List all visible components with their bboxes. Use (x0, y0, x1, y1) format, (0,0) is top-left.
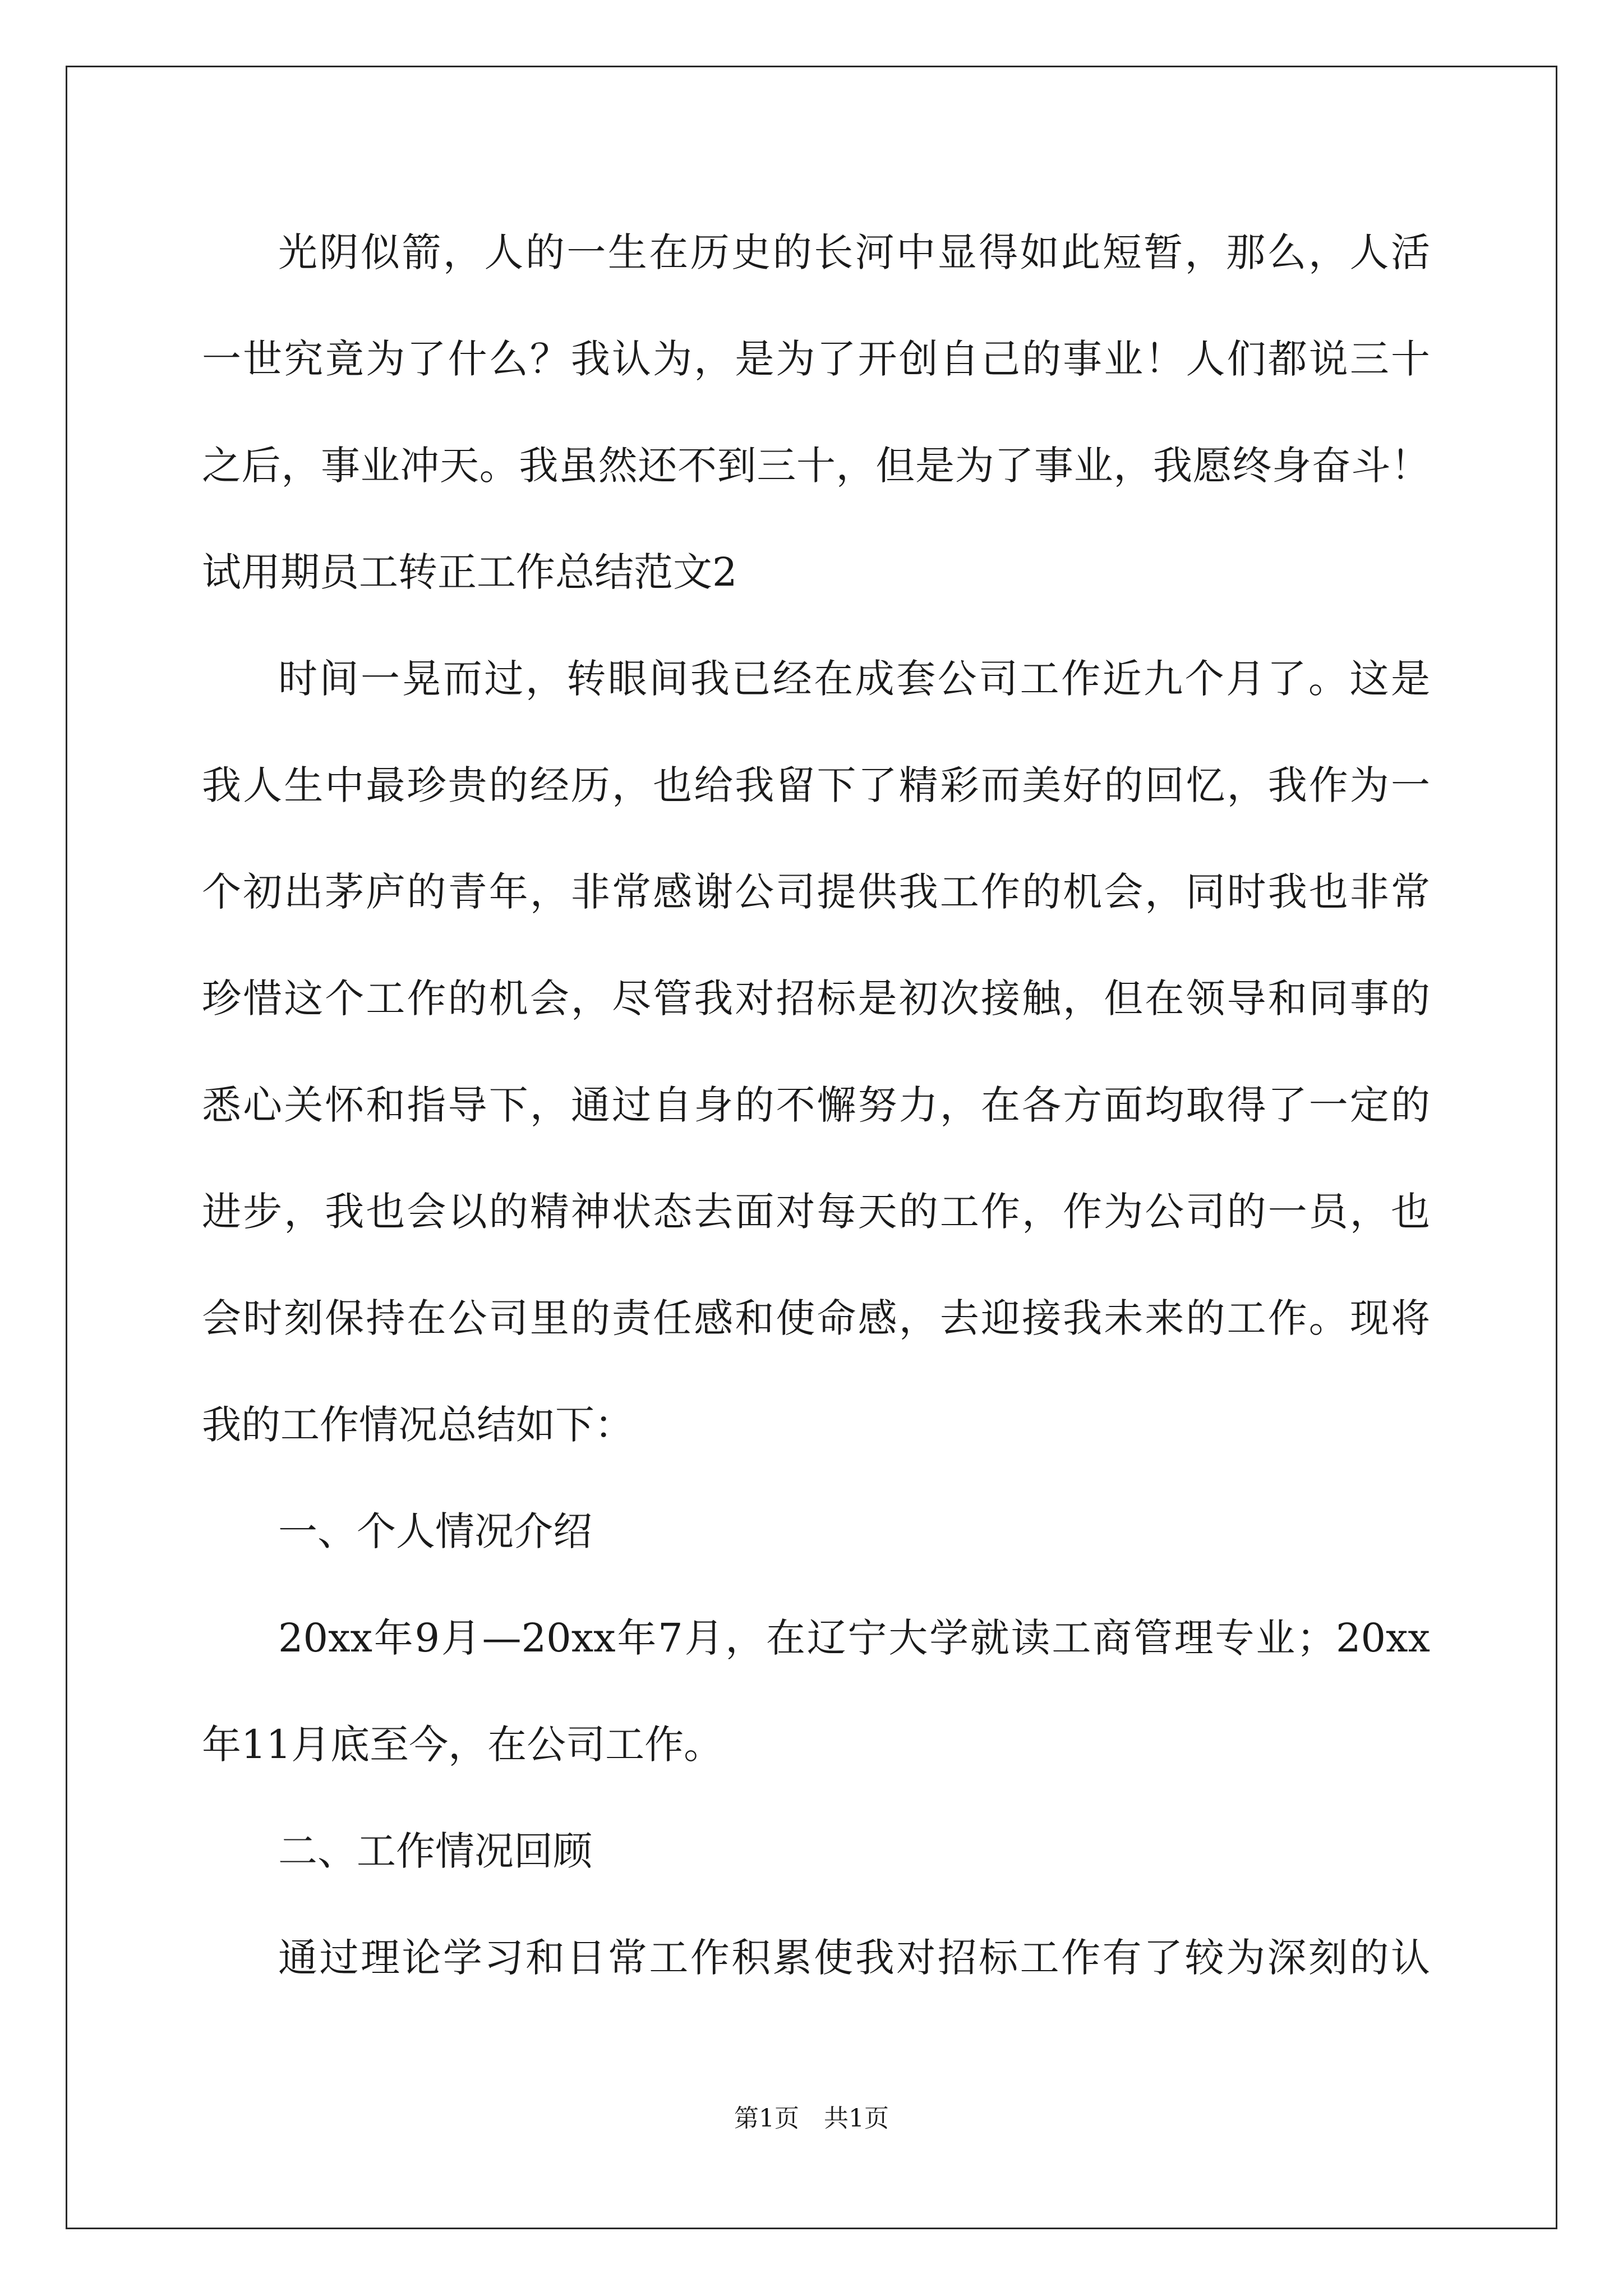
paragraph-line: 通过理论学习和日常工作积累使我对招标工作有了较为深刻的认 (278, 1935, 1430, 1981)
section-title: 试用期员工转正工作总结范文2 (202, 549, 737, 595)
paragraph-line: 珍惜这个工作的机会，尽管我对招标是初次接触，但在领导和同事的 (202, 976, 1430, 1022)
section-heading: 二、工作情况回顾 (278, 1828, 592, 1874)
paragraph-line: 我的工作情况总结如下： (202, 1402, 634, 1448)
paragraph-line: 之后，事业冲天。我虽然还不到三十，但是为了事业，我愿终身奋斗！ (202, 443, 1430, 489)
paragraph-line: 光阴似箭，人的一生在历史的长河中显得如此短暂，那么，人活 (278, 229, 1430, 275)
page-border (66, 66, 1557, 2229)
paragraph-line: 年11月底至今，在公司工作。 (202, 1722, 723, 1768)
paragraph-line: 进步，我也会以的精神状态去面对每天的工作，作为公司的一员，也 (202, 1189, 1430, 1235)
section-heading: 一、个人情况介绍 (278, 1508, 592, 1554)
page-number-footer: 第1页 共1页 (734, 2104, 889, 2133)
paragraph-line: 悉心关怀和指导下，通过自身的不懈努力，在各方面均取得了一定的 (202, 1082, 1430, 1128)
paragraph-line: 会时刻保持在公司里的责任感和使命感，去迎接我未来的工作。现将 (202, 1295, 1430, 1341)
paragraph-line: 一世究竟为了什么？我认为，是为了开创自己的事业！人们都说三十 (202, 336, 1430, 382)
paragraph-line: 时间一晃而过，转眼间我已经在成套公司工作近九个月了。这是 (278, 656, 1430, 702)
paragraph-line: 我人生中最珍贵的经历，也给我留下了精彩而美好的回忆，我作为一 (202, 762, 1430, 808)
paragraph-line: 20xx年9月—20xx年7月，在辽宁大学就读工商管理专业；20xx (278, 1615, 1430, 1661)
paragraph-line: 个初出茅庐的青年，非常感谢公司提供我工作的机会，同时我也非常 (202, 869, 1430, 915)
